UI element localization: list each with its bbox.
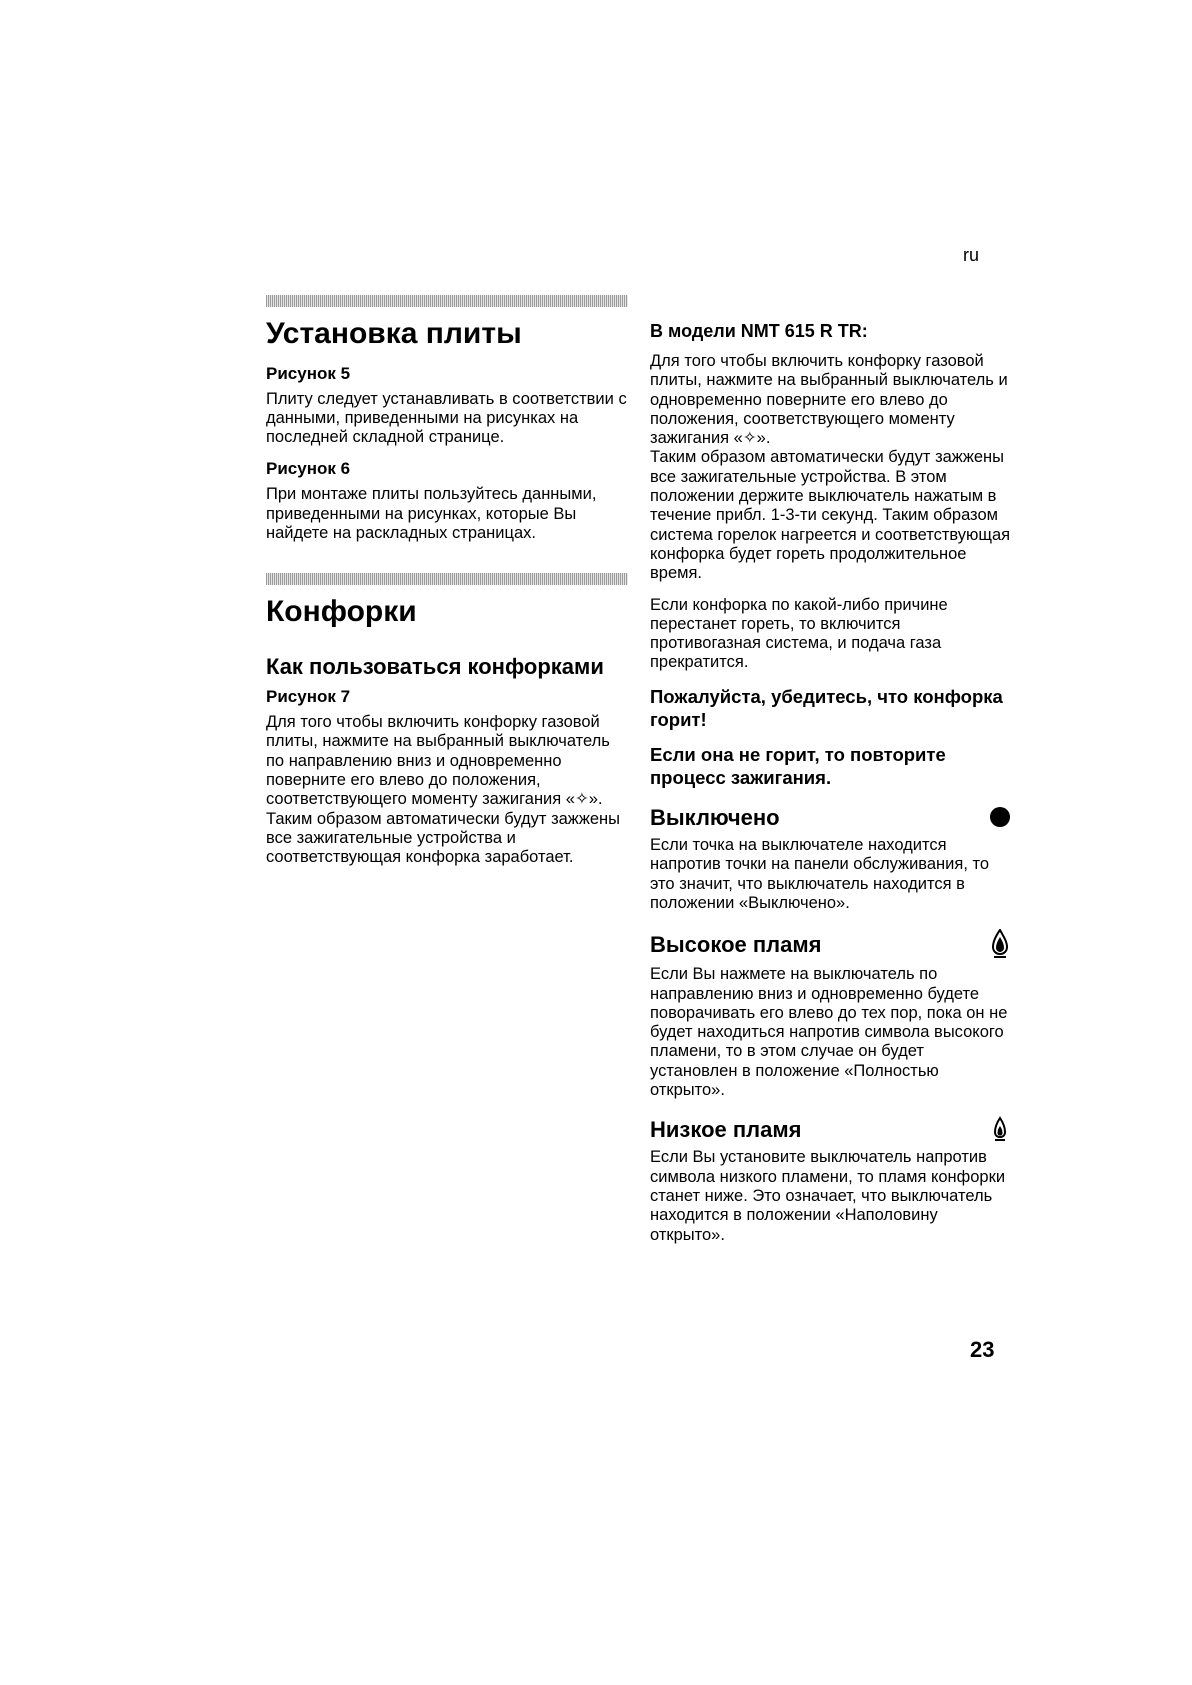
model-text-cont: Таким образом автоматически будут зажжены все зажигательные устройства. В этом положении держите выключатель нажатым в течение прибл. 1-3-ти секунд. Таким образом система горелок нагреется и соответствующая конфорка будет гореть продолжительное время. (650, 448, 1011, 583)
small-flame-icon (993, 1116, 1007, 1142)
section-divider (266, 573, 628, 585)
figure-7-text-cont: Таким образом автоматически будут зажжены все зажигательные устройства и соответствующая конфорка заработает. (266, 809, 621, 867)
failsafe-text: Если конфорка по какой-либо причине перестанет гореть, то включится противогазная система, и подача газа прекратится. (650, 595, 948, 672)
figure-5-text: Плиту следует устанавливать в соответствии с данными, приведенными на рисунках на последней складной странице. (266, 389, 627, 447)
model-text: Для того чтобы включить конфорку газовой плиты, нажмите на выбранный выключатель и одновременно поверните его влево до положения, соответствующего моменту зажигания «✧». (650, 352, 1008, 448)
callout-check: Пожалуйста, убедитесь, что конфорка горит! (650, 685, 1003, 730)
burners-title: Конфорки (266, 595, 417, 629)
low-flame-title: Низкое пламя (650, 1116, 802, 1142)
low-flame-text: Если Вы установите выключатель напротив символа низкого пламени, то пламя конфорки станет ниже. Это означает, что выключатель находится в положении «Наполовину открыто». (650, 1148, 1006, 1244)
high-flame-header (650, 929, 1015, 959)
off-header (650, 805, 1015, 830)
callout-repeat: Если она не горит, то повторите процесс зажигания. (650, 743, 946, 788)
language-code: ru (963, 245, 980, 265)
low-flame-header (650, 1116, 1015, 1142)
left-column (266, 295, 628, 879)
figure-7-text: Для того чтобы включить конфорку газовой плиты, нажмите на выбранный выключатель по направлению вниз и одновременно поверните его влево до положения, соответствующего моменту зажигания «✧». (266, 713, 610, 809)
high-flame-text: Если Вы нажмете на выключатель по направлению вниз и одновременно будете поворачивать его влево до тех пор, пока он не будет находиться напротив символа высокого пламени, то в этом случае он будет установлен в положение «Полностью открыто». (650, 965, 1008, 1100)
figure-6-label: Рисунок 6 (266, 459, 351, 479)
right-column (650, 295, 1015, 1257)
how-to-title: Как пользоваться конфорками (266, 653, 604, 679)
install-title: Установка плиты (266, 317, 522, 350)
section-divider (266, 295, 628, 307)
figure-5-label: Рисунок 5 (266, 363, 351, 383)
model-heading: В модели NMT 615 R TR: (650, 321, 868, 341)
off-text: Если точка на выключателе находится напротив точки на панели обслуживания, то это значит, что выключатель находится в положении «Выключено». (650, 836, 990, 912)
off-title: Выключено (650, 804, 780, 830)
large-flame-icon (991, 929, 1009, 959)
page-number: 23 (970, 1337, 995, 1362)
figure-7-label: Рисунок 7 (266, 687, 351, 707)
filled-dot-icon (990, 807, 1010, 827)
figure-6-text: При монтаже плиты пользуйтесь данными, приведенными на рисунках, которые Вы найдете на раскладных страницах. (266, 485, 597, 542)
high-flame-title: Высокое пламя (650, 931, 822, 957)
